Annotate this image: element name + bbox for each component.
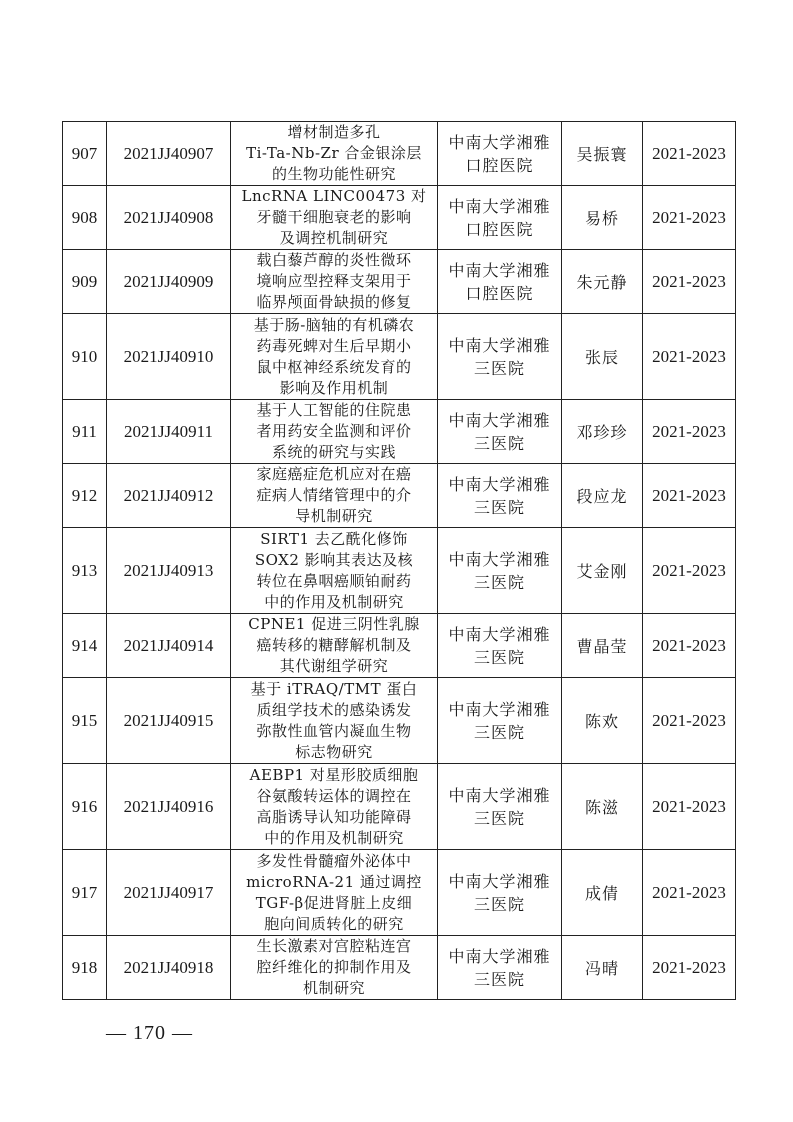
project-title-line: CPNE1 促进三阴性乳腺 bbox=[248, 615, 420, 633]
project-title-line: SOX2 影响其表达及核 bbox=[254, 550, 414, 569]
project-title-line: 的生物功能性研究 bbox=[271, 165, 396, 183]
institution-line: 中南大学湘雅 bbox=[448, 335, 551, 355]
institution-line: 三医院 bbox=[473, 358, 525, 378]
project-title bbox=[231, 464, 438, 528]
project-title-line: 及调控机制研究 bbox=[279, 229, 389, 247]
project-title-line: 临界颅面骨缺损的修复 bbox=[256, 293, 412, 311]
institution-line: 三医院 bbox=[473, 969, 525, 989]
institution bbox=[438, 314, 562, 400]
project-title-line: 境响应型控释支架用于 bbox=[256, 272, 412, 290]
project-title bbox=[231, 122, 438, 186]
project-title-line: 症病人情绪管理中的介 bbox=[256, 486, 412, 504]
project-title-line: SIRT1 去乙酰化修饰 bbox=[260, 529, 408, 548]
project-period: 2021-2023 bbox=[643, 528, 736, 614]
project-title-line: 中的作用及机制研究 bbox=[264, 828, 404, 847]
institution-line: 中南大学湘雅 bbox=[448, 196, 551, 216]
project-title-line: 胞向间质转化的研究 bbox=[264, 914, 404, 933]
institution bbox=[438, 186, 562, 250]
institution bbox=[438, 764, 562, 850]
institution bbox=[438, 122, 562, 186]
project-title-line: 其代谢组学研究 bbox=[279, 657, 389, 675]
project-leader: 段应龙 bbox=[562, 464, 643, 528]
project-title-line: 者用药安全监测和评价 bbox=[256, 422, 412, 440]
project-leader: 艾金刚 bbox=[562, 528, 643, 614]
project-title-line: 基于人工智能的住院患 bbox=[256, 401, 412, 419]
table-row bbox=[63, 614, 736, 678]
project-title-line: TGF-β促进肾脏上皮细 bbox=[255, 893, 413, 912]
project-title-line: 多发性骨髓瘤外泌体中 bbox=[256, 851, 412, 870]
row-number: 908 bbox=[63, 186, 107, 250]
project-title bbox=[231, 400, 438, 464]
institution-line: 三医院 bbox=[473, 647, 525, 667]
institution-line: 三医院 bbox=[473, 433, 525, 453]
institution-line: 中南大学湘雅 bbox=[448, 410, 551, 430]
project-id: 2021JJ40918 bbox=[107, 936, 231, 1000]
institution-line: 三医院 bbox=[473, 894, 525, 914]
project-title bbox=[231, 314, 438, 400]
row-number: 915 bbox=[63, 678, 107, 764]
project-leader: 陈滋 bbox=[562, 764, 643, 850]
grant-table bbox=[62, 121, 736, 1000]
project-title bbox=[231, 528, 438, 614]
project-period: 2021-2023 bbox=[643, 678, 736, 764]
institution-line: 三医院 bbox=[473, 808, 525, 828]
project-leader: 邓珍珍 bbox=[562, 400, 643, 464]
project-title-line: 标志物研究 bbox=[295, 742, 373, 761]
project-title-line: 机制研究 bbox=[302, 979, 365, 997]
table-row bbox=[63, 314, 736, 400]
row-number: 913 bbox=[63, 528, 107, 614]
table-row bbox=[63, 122, 736, 186]
project-title bbox=[231, 764, 438, 850]
table-row bbox=[63, 250, 736, 314]
row-number: 918 bbox=[63, 936, 107, 1000]
project-title-line: microRNA-21 通过调控 bbox=[246, 872, 422, 891]
project-period: 2021-2023 bbox=[643, 936, 736, 1000]
project-period: 2021-2023 bbox=[643, 122, 736, 186]
table-row bbox=[63, 528, 736, 614]
project-title-line: 谷氨酸转运体的调控在 bbox=[256, 786, 412, 805]
institution-line: 中南大学湘雅 bbox=[448, 785, 551, 805]
institution-line: 中南大学湘雅 bbox=[448, 474, 551, 494]
project-title bbox=[231, 250, 438, 314]
project-title-line: 增材制造多孔 bbox=[287, 123, 381, 141]
table-row bbox=[63, 764, 736, 850]
project-id: 2021JJ40911 bbox=[107, 400, 231, 464]
project-title-line: 基于 iTRAQ/TMT 蛋白 bbox=[250, 679, 418, 698]
table-row bbox=[63, 678, 736, 764]
project-id: 2021JJ40916 bbox=[107, 764, 231, 850]
project-title bbox=[231, 850, 438, 936]
project-id: 2021JJ40914 bbox=[107, 614, 231, 678]
institution bbox=[438, 678, 562, 764]
project-period: 2021-2023 bbox=[643, 314, 736, 400]
project-title-line: 癌转移的糖酵解机制及 bbox=[256, 636, 412, 654]
row-number: 907 bbox=[63, 122, 107, 186]
project-title-line: 系统的研究与实践 bbox=[271, 443, 396, 461]
project-title-line: 鼠中枢神经系统发育的 bbox=[256, 357, 412, 376]
project-id: 2021JJ40907 bbox=[107, 122, 231, 186]
project-leader: 易桥 bbox=[562, 186, 643, 250]
institution-line: 中南大学湘雅 bbox=[448, 260, 551, 280]
project-title-line: 质组学技术的感染诱发 bbox=[256, 700, 412, 719]
project-id: 2021JJ40917 bbox=[107, 850, 231, 936]
project-title-line: 弥散性血管内凝血生物 bbox=[256, 721, 412, 740]
project-period: 2021-2023 bbox=[643, 186, 736, 250]
project-title bbox=[231, 614, 438, 678]
project-period: 2021-2023 bbox=[643, 764, 736, 850]
project-title bbox=[231, 678, 438, 764]
row-number: 912 bbox=[63, 464, 107, 528]
page-number: — 170 — bbox=[106, 1022, 193, 1044]
project-title-line: 腔纤维化的抑制作用及 bbox=[256, 958, 412, 976]
row-number: 909 bbox=[63, 250, 107, 314]
row-number: 917 bbox=[63, 850, 107, 936]
project-period: 2021-2023 bbox=[643, 850, 736, 936]
institution-line: 中南大学湘雅 bbox=[448, 549, 551, 569]
project-id: 2021JJ40908 bbox=[107, 186, 231, 250]
project-period: 2021-2023 bbox=[643, 464, 736, 528]
project-title-line: AEBP1 对星形胶质细胞 bbox=[249, 765, 419, 784]
project-id: 2021JJ40910 bbox=[107, 314, 231, 400]
institution bbox=[438, 614, 562, 678]
project-title-line: 牙髓干细胞衰老的影响 bbox=[256, 208, 412, 226]
table-row bbox=[63, 936, 736, 1000]
institution bbox=[438, 936, 562, 1000]
table-row bbox=[63, 850, 736, 936]
grant-table-body bbox=[63, 122, 736, 1000]
table-row bbox=[63, 186, 736, 250]
project-title-line: 导机制研究 bbox=[295, 507, 373, 525]
row-number: 911 bbox=[63, 400, 107, 464]
row-number: 914 bbox=[63, 614, 107, 678]
institution-line: 中南大学湘雅 bbox=[448, 871, 551, 891]
institution-line: 口腔医院 bbox=[465, 155, 534, 175]
institution bbox=[438, 528, 562, 614]
project-period: 2021-2023 bbox=[643, 250, 736, 314]
project-title-line: 中的作用及机制研究 bbox=[264, 592, 404, 611]
project-title-line: 生长激素对宫腔粘连宫 bbox=[256, 937, 412, 955]
project-title-line: Ti-Ta-Nb-Zr 合金银涂层 bbox=[246, 144, 422, 162]
institution bbox=[438, 850, 562, 936]
project-title-line: 基于肠-脑轴的有机磷农 bbox=[253, 315, 415, 334]
institution-line: 三医院 bbox=[473, 572, 525, 592]
project-title-line: LncRNA LINC00473 对 bbox=[241, 187, 427, 205]
project-id: 2021JJ40912 bbox=[107, 464, 231, 528]
institution-line: 中南大学湘雅 bbox=[448, 132, 551, 152]
institution-line: 中南大学湘雅 bbox=[448, 624, 551, 644]
project-title-line: 载白藜芦醇的炎性微环 bbox=[256, 251, 412, 269]
institution-line: 三医院 bbox=[473, 722, 525, 742]
project-leader: 朱元静 bbox=[562, 250, 643, 314]
project-id: 2021JJ40913 bbox=[107, 528, 231, 614]
project-title-line: 影响及作用机制 bbox=[279, 378, 389, 397]
institution-line: 中南大学湘雅 bbox=[448, 946, 551, 966]
institution bbox=[438, 400, 562, 464]
project-period: 2021-2023 bbox=[643, 614, 736, 678]
project-title-line: 药毒死蜱对生后早期小 bbox=[256, 336, 412, 355]
table-row bbox=[63, 400, 736, 464]
project-title bbox=[231, 936, 438, 1000]
project-title-line: 家庭癌症危机应对在癌 bbox=[256, 465, 412, 483]
project-leader: 张辰 bbox=[562, 314, 643, 400]
project-leader: 冯晴 bbox=[562, 936, 643, 1000]
institution bbox=[438, 250, 562, 314]
project-title-line: 转位在鼻咽癌顺铂耐药 bbox=[256, 571, 412, 590]
institution-line: 三医院 bbox=[473, 497, 525, 517]
row-number: 916 bbox=[63, 764, 107, 850]
project-period: 2021-2023 bbox=[643, 400, 736, 464]
project-leader: 吴振寰 bbox=[562, 122, 643, 186]
project-title-line: 高脂诱导认知功能障碍 bbox=[256, 807, 412, 826]
institution-line: 口腔医院 bbox=[465, 219, 534, 239]
project-id: 2021JJ40909 bbox=[107, 250, 231, 314]
row-number: 910 bbox=[63, 314, 107, 400]
project-leader: 陈欢 bbox=[562, 678, 643, 764]
institution bbox=[438, 464, 562, 528]
project-title bbox=[231, 186, 438, 250]
table-row bbox=[63, 464, 736, 528]
project-id: 2021JJ40915 bbox=[107, 678, 231, 764]
project-leader: 曹晶莹 bbox=[562, 614, 643, 678]
institution-line: 中南大学湘雅 bbox=[448, 699, 551, 719]
project-leader: 成倩 bbox=[562, 850, 643, 936]
institution-line: 口腔医院 bbox=[465, 283, 534, 303]
